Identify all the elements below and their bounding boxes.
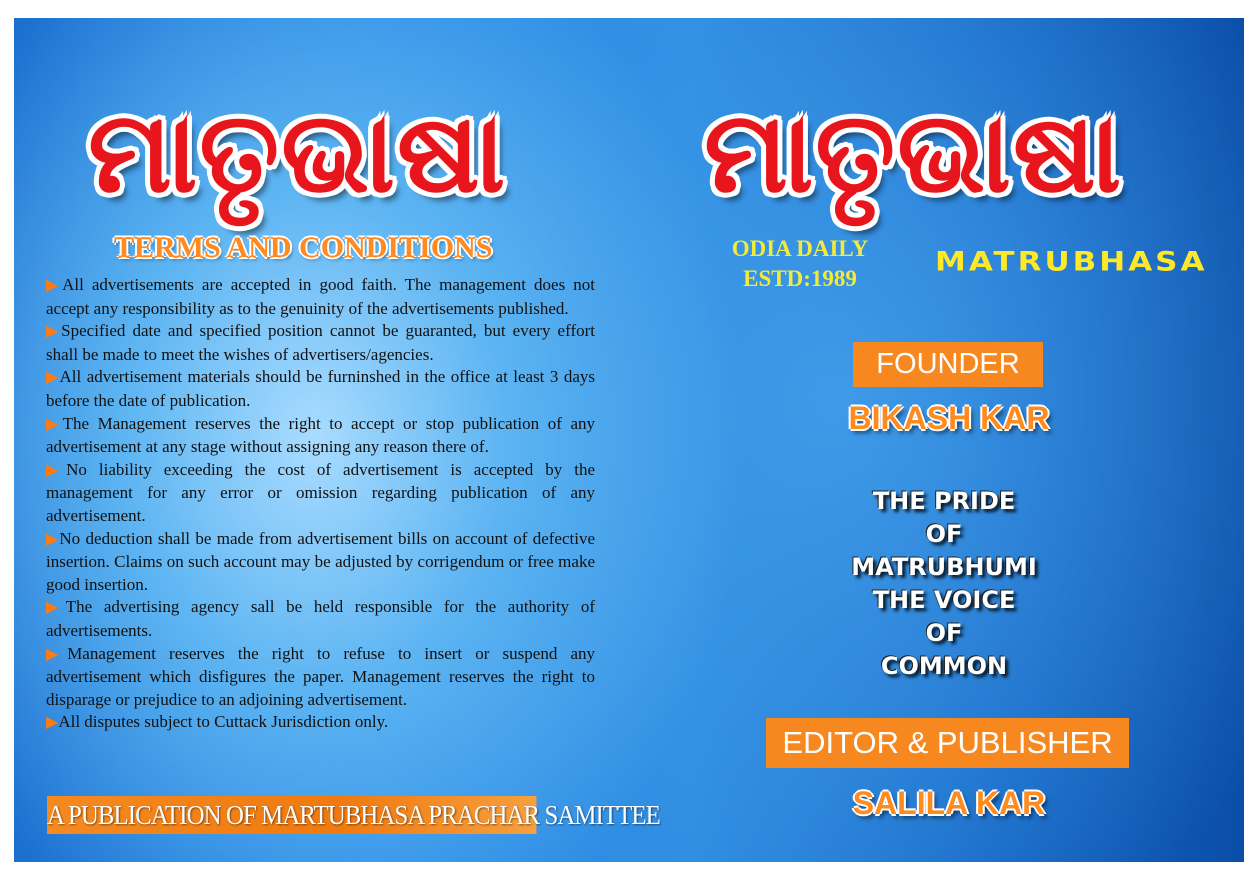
newspaper-cover — [14, 18, 1244, 862]
slogan-line: OF — [925, 619, 963, 647]
bullet-arrow-icon: ▶ — [46, 714, 59, 732]
bullet-arrow-icon: ▶ — [46, 369, 60, 387]
slogan-line: COMMON — [880, 652, 1008, 680]
terms-item-text: Specified date and specified position cannot be guaranted, but every effort shall be made to meet the wishes of advertisers/agencies. — [46, 321, 595, 364]
terms-item — [46, 320, 595, 366]
terms-item-text: The advertising agency sall be held responsible for the authority of advertisements. — [46, 597, 595, 640]
terms-item-text: All advertisement materials should be furninshed in the office at least 3 days before the date of publication. — [46, 367, 596, 410]
terms-item — [46, 274, 595, 320]
founder-label: FOUNDER — [853, 342, 1043, 387]
slogan-line: THE PRIDE — [872, 487, 1016, 515]
terms-item-text: No liability exceeding the cost of advertisement is accepted by the management for any error or omission regarding publication of any advertisement. — [46, 459, 595, 525]
editor-name: SALILA KAR — [852, 785, 1046, 821]
bullet-arrow-icon: ▶ — [46, 415, 63, 433]
terms-item-text: All advertisements are accepted in good faith. The management does not accept any responsibility as to the genuinity of the advertisements published. — [46, 275, 595, 318]
matrubhasa-wordmark: MATRUBHASA — [935, 246, 1208, 278]
terms-item-text: Management reserves the right to refuse to insert or suspend any advertisement which disfigures the paper. Management reserves the right to disparage or prejudice to an adjoining advertisement. — [46, 643, 595, 709]
bullet-arrow-icon: ▶ — [46, 599, 66, 617]
bullet-arrow-icon: ▶ — [46, 277, 63, 294]
bullet-arrow-icon: ▶ — [46, 530, 60, 548]
slogan-line: MATRUBHUMI — [851, 553, 1037, 581]
terms-item — [46, 366, 595, 412]
pride-slogan — [804, 485, 1084, 683]
terms-item-text: No deduction shall be made from advertisement bills on account of defective insertion. Claims on such account may be adjusted by corrigendum or free make good insertion. — [46, 528, 595, 594]
terms-title: TERMS AND CONDITIONS — [114, 231, 493, 264]
odia-daily-label: ODIA DAILY — [731, 236, 869, 261]
slogan-line: OF — [925, 520, 963, 548]
bullet-arrow-icon: ▶ — [46, 323, 62, 341]
terms-item-text: The Management reserves the right to accept or stop publication of any advertisement at any stage without assigning any reason there of. — [46, 413, 595, 457]
editor-publisher-label: EDITOR & PUBLISHER — [766, 718, 1129, 768]
bullet-arrow-icon: ▶ — [46, 645, 68, 663]
terms-item — [46, 459, 595, 528]
terms-item — [46, 413, 595, 459]
bullet-arrow-icon: ▶ — [46, 461, 67, 479]
terms-item — [46, 528, 595, 597]
established-year: ESTD:1989 — [743, 266, 857, 291]
terms-list — [46, 274, 595, 735]
odia-daily-block — [720, 234, 880, 294]
terms-item-text: All disputes subject to Cuttack Jurisdiction only. — [58, 712, 389, 732]
masthead-logo-left: ମାତୃଭାଷା — [88, 88, 508, 218]
terms-item — [46, 711, 595, 735]
publication-banner: A PUBLICATION OF MARTUBHASA PRACHAR SAMITTEE — [47, 796, 536, 834]
slogan-line: THE VOICE — [872, 586, 1016, 614]
founder-name: BIKASH KAR — [848, 400, 1050, 436]
masthead-logo-right: ମାତୃଭାଷା — [704, 88, 1124, 218]
terms-item — [46, 596, 595, 642]
terms-item — [46, 643, 595, 712]
